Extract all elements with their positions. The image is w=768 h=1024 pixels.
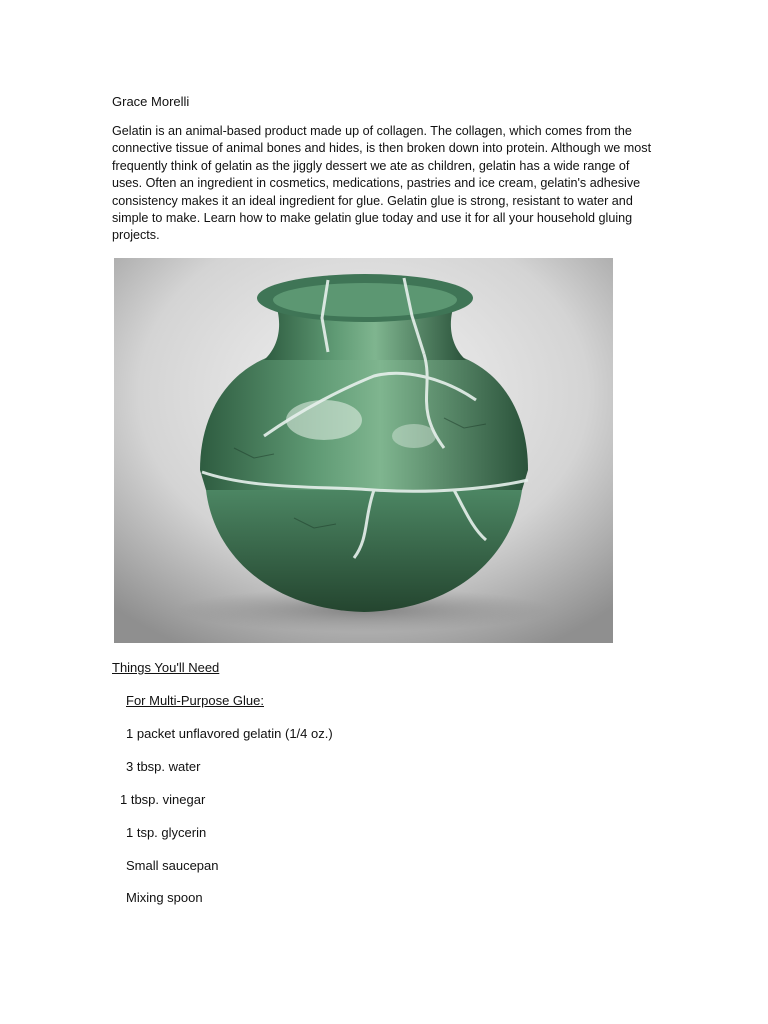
things-heading: Things You'll Need [112,660,220,675]
list-item: 1 tsp. glycerin [126,825,207,840]
vase-mouth [273,283,457,317]
intro-paragraph: Gelatin is an animal-based product made up of collagen. The collagen, which comes from the connective tissue of animal bones and hides, is then broken down into protein. Although we most frequently think of gelatin as the jiggly dessert we ate as children, gelatin has a wide range of uses. Often an ingredient in cosmetics, medications, pastries and ice cream, gelatin's adhesive consistency makes it an ideal ingredient for glue. Gelatin glue is strong, resistant to water and simple to make. Learn how to make gelatin glue today and use it for all your household gluing projects. [112,124,652,243]
list-item: Small saucepan [126,858,219,873]
cracked-vase-photo [114,258,613,643]
author-name: Grace Morelli [112,94,190,109]
vase-highlight [286,400,362,440]
vase-shoulder [200,358,528,490]
vase-highlight-small [392,424,436,448]
list-item: 1 tbsp. vinegar [120,792,206,807]
list-item: 3 tbsp. water [126,759,201,774]
list-item: Mixing spoon [126,890,203,905]
list-item: 1 packet unflavored gelatin (1/4 oz.) [126,726,333,741]
multi-purpose-subheading: For Multi-Purpose Glue: [126,693,264,708]
